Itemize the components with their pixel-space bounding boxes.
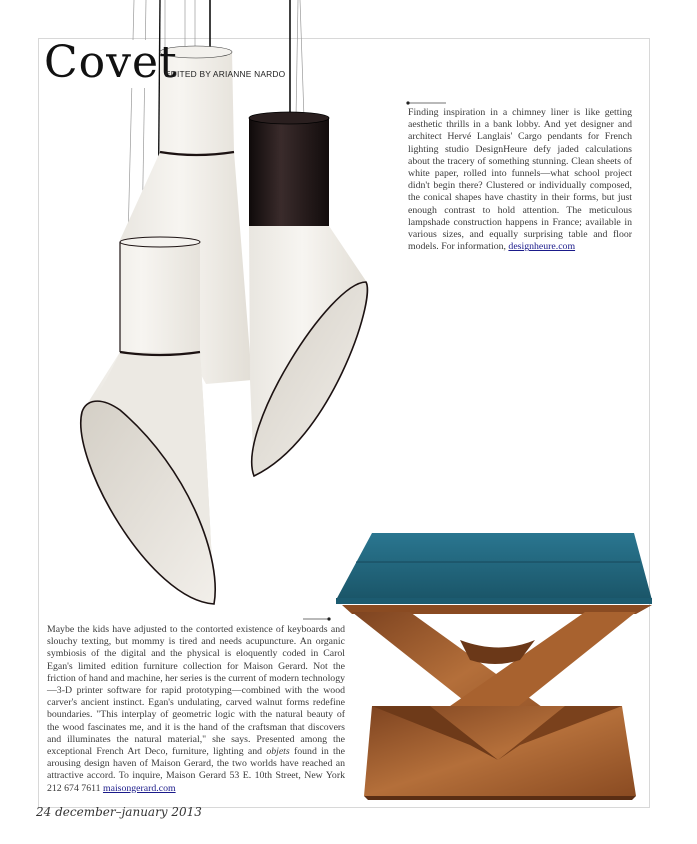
page-folio: 24 december–january 2013 xyxy=(36,805,202,819)
designheure-link[interactable]: designheure.com xyxy=(508,241,576,253)
cargo-pendant-right xyxy=(249,112,368,476)
cargo-pendant-left xyxy=(81,237,215,604)
lamp-article-body: Finding inspiration in a chimney liner is like getting aesthetic thrills in a bank lobby. And yet designer and architect Hervé Langlais' Cargo pendants for French lighting studio DesignHeure defy jaded calculations about the tracery of something stunning. Clean sheets of white paper, rolled into funnels—what school project didn't begin there? Clustered or individually composed, the conical shapes have chastity in their forms, but just enough contrast to hold attention. The meticulous lampshade construction happens in France; available in various sizes, and equally surprising table and floor models. For information, xyxy=(408,107,632,253)
editor-credit: EDITED BY ARIANNE NARDO xyxy=(165,69,286,79)
furniture-article-body-2: found in the arousing design haven of Maison Gerard, the two worlds have reached an attractive accord. To inquire, Maison Gerard 53 E. 10th Street, New York 212 674 7611 xyxy=(47,746,346,794)
maisongerard-link[interactable]: maisongerard.com xyxy=(102,782,176,794)
objets-italic: objets xyxy=(266,746,290,758)
furniture-article-body-1: Maybe the kids have adjusted to the contorted existence of keyboards and slouchy texting, but mommy is tired and needs acupuncture. An organic symbiosis of the digital and the physical is eloquently coded in Carol Egan's limited edition furniture collection for Maison Gerard. Not the friction of hand and machine, her series is the current of modern technology—3-D printer software for rapid prototyping—combined with the wood carver's ancient instinct. Egan's undulating, carved walnut forms redefine boundaries. "This interplay of geometric logic with the natural beauty of the wood fascinates me, and it is the hand of the craftsman that discovers and illuminates the natural material," she says. Presented among the exceptional French Art Deco, furniture, lighting and xyxy=(47,624,345,758)
walnut-stool xyxy=(336,533,652,800)
lamp-article xyxy=(408,107,632,253)
furniture-article xyxy=(47,624,345,795)
section-logo: Covet xyxy=(44,37,178,88)
